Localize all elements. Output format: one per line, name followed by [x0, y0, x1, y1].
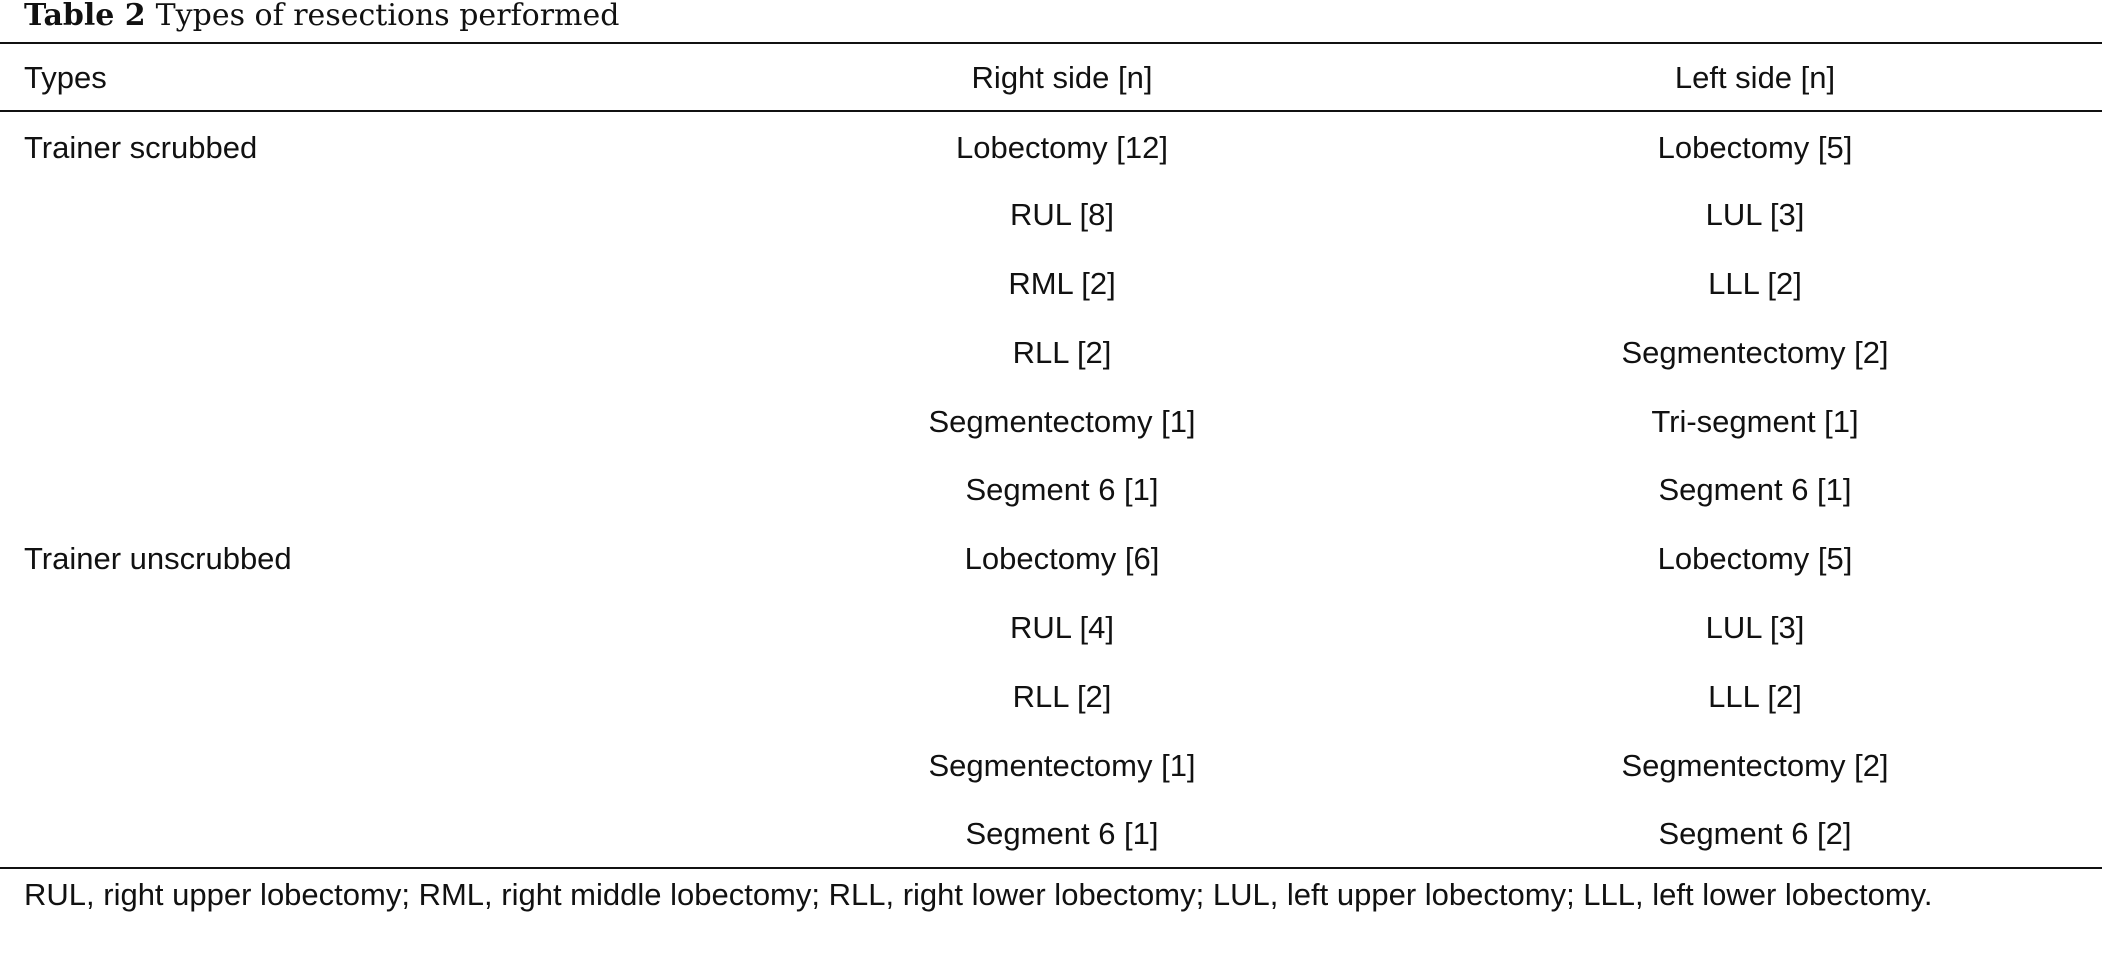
table-caption — [24, 0, 619, 38]
table-row — [0, 318, 2102, 387]
cell-left-side: LLL [2] — [1708, 265, 1802, 301]
cell-right-side: Segmentectomy [1] — [928, 403, 1196, 439]
cell-type — [0, 181, 716, 250]
table-row — [0, 387, 2102, 456]
table-row — [0, 731, 2102, 800]
cell-type — [0, 250, 716, 319]
table-caption-title: Types of resections performed — [155, 0, 620, 33]
cell-right-side: Lobectomy [6] — [964, 541, 1160, 577]
cell-right-side: RUL [8] — [1010, 197, 1114, 233]
column-header-right-side: Right side [n] — [971, 60, 1153, 95]
cell-right-side: RML [2] — [1008, 265, 1116, 301]
cell-left-side: Lobectomy [5] — [1657, 130, 1853, 166]
cell-right-side: Lobectomy [12] — [956, 130, 1168, 166]
cell-left-side: Segment 6 [2] — [1658, 816, 1852, 852]
table-row — [0, 112, 2102, 181]
cell-left-side: LUL [3] — [1705, 609, 1805, 645]
cell-right-side: Segment 6 [1] — [965, 472, 1159, 508]
cell-type — [0, 594, 716, 663]
table-header-row — [0, 44, 2102, 112]
cell-right-side: RLL [2] — [1012, 334, 1112, 370]
column-header-left-side: Left side [n] — [1674, 60, 1836, 95]
table-caption-label: Table 2 — [24, 0, 146, 33]
table-row — [0, 662, 2102, 731]
table-row — [0, 594, 2102, 663]
cell-right-side: RLL [2] — [1012, 678, 1112, 714]
cell-left-side: Segment 6 [1] — [1658, 472, 1852, 508]
table-row — [0, 456, 2102, 525]
column-header-types: Types — [24, 60, 107, 95]
cell-type — [0, 662, 716, 731]
cell-right-side: RUL [4] — [1010, 609, 1114, 645]
cell-left-side: Segmentectomy [2] — [1621, 334, 1889, 370]
cell-type: Trainer scrubbed — [24, 130, 258, 166]
table-row — [0, 181, 2102, 250]
cell-type — [0, 387, 716, 456]
cell-left-side: Segmentectomy [2] — [1621, 747, 1889, 783]
table-row — [0, 800, 2102, 869]
cell-type: Trainer unscrubbed — [24, 541, 292, 577]
cell-type — [0, 800, 716, 869]
cell-right-side: Segmentectomy [1] — [928, 747, 1196, 783]
table-footnote: RUL, right upper lobectomy; RML, right middle lobectomy; RLL, right lower lobectomy; LUL, left upper lobectomy; LLL, left lower lobectomy. — [24, 877, 1933, 912]
cell-left-side: LUL [3] — [1705, 197, 1805, 233]
cell-left-side: Tri-segment [1] — [1651, 403, 1859, 439]
cell-left-side: Lobectomy [5] — [1657, 541, 1853, 577]
cell-type — [0, 318, 716, 387]
table-row — [0, 250, 2102, 319]
cell-type — [0, 731, 716, 800]
cell-right-side: Segment 6 [1] — [965, 816, 1159, 852]
cell-type — [0, 456, 716, 525]
resections-table — [0, 44, 2102, 869]
table-row — [0, 525, 2102, 594]
cell-left-side: LLL [2] — [1708, 678, 1802, 714]
table-bottom-rule — [0, 867, 2102, 869]
